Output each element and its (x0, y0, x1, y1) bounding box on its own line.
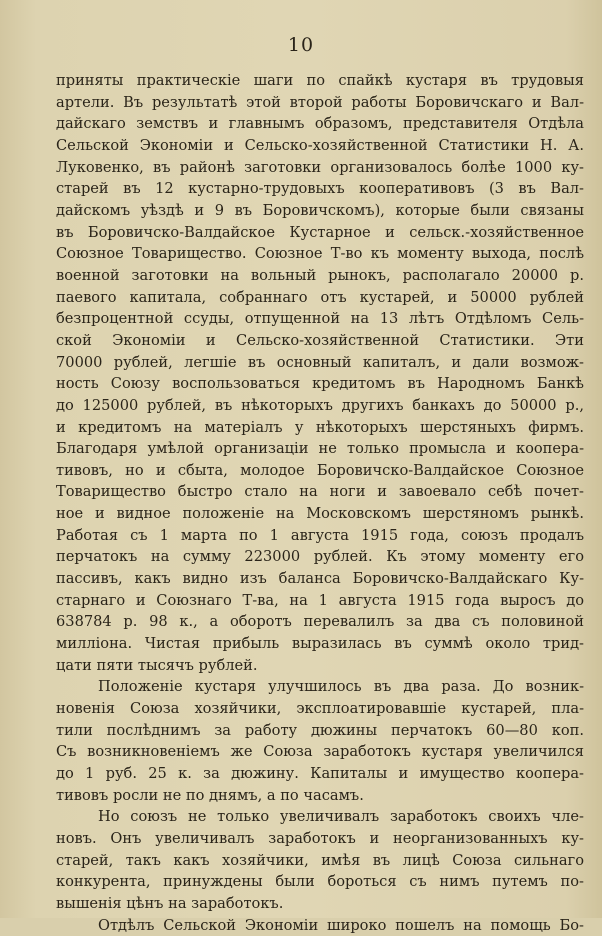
text-line: Союзное Товарищество. Союзное Т-во къ моменту выхода, послѣ (56, 245, 584, 263)
text-line: тили послѣднимъ за работу дюжины перчатокъ 60—80 коп. (56, 721, 584, 739)
text-line: 638784 р. 98 к., а оборотъ перевалилъ за два съ половиной (56, 613, 584, 631)
text-line: Благодаря умѣлой организаціи не только промысла и коопера- (56, 440, 584, 458)
text-line: Съ возникновеніемъ же Союза заработокъ кустаря увеличился (56, 743, 584, 761)
text-line: Но союзъ не только увеличивалъ заработокъ своихъ чле- (98, 808, 584, 826)
text-line: Луковенко, въ районѣ заготовки организовалось болѣе 1000 ку- (56, 158, 584, 176)
text-line: безпроцентной ссуды, отпущенной на 13 лѣтъ Отдѣломъ Сель- (56, 310, 584, 328)
text-line: ность Союзу воспользоваться кредитомъ въ Народномъ Банкѣ (56, 375, 584, 393)
page-number: 10 (287, 34, 315, 56)
text-line: тивовъ росли не по днямъ, а по часамъ. (56, 786, 364, 804)
text-line: пассивъ, какъ видно изъ баланса Боровичско-Валдайскаго Ку- (56, 570, 584, 588)
text-line: старей, такъ какъ хозяйчики, имѣя въ лицѣ Союза сильнаго (56, 851, 584, 869)
text-line: конкурента, принуждены были бороться съ нимъ путемъ по- (56, 873, 584, 891)
text-line: цати пяти тысячъ рублей. (56, 656, 258, 674)
text-line: паевого капитала, собраннаго отъ кустарей, и 50000 рублей (56, 288, 584, 306)
text-line: новъ. Онъ увеличивалъ заработокъ и неорганизованныхъ ку- (56, 829, 584, 847)
text-line: Товарищество быстро стало на ноги и завоевало себѣ почет- (56, 483, 584, 501)
text-line: тивовъ, но и сбыта, молодое Боровичско-Валдайское Союзное (56, 461, 584, 479)
text-line: старей въ 12 кустарно-трудовыхъ кооперативовъ (3 въ Вал- (56, 180, 584, 198)
text-line: Положеніе кустаря улучшилось въ два раза. До возник- (98, 678, 584, 696)
text-line: дайскомъ уѣздѣ и 9 въ Боровичскомъ), которые были связаны (56, 201, 584, 219)
text-line: старнаго и Союзнаго Т-ва, на 1 августа 1915 года выросъ до (56, 591, 584, 609)
text-line: артели. Въ результатѣ этой второй работы Боровичскаго и Вал- (56, 93, 584, 111)
text-line: 70000 рублей, легшіе въ основный капиталъ, и дали возмож- (56, 353, 584, 371)
text-line: приняты практическіе шаги по спайкѣ кустаря въ трудовыя (56, 72, 584, 89)
text-line: въ Боровичско-Валдайское Кустарное и сельск.-хозяйственное (56, 223, 584, 241)
text-line: военной заготовки на вольный рынокъ, располагало 20000 р. (56, 266, 584, 284)
text-line: перчатокъ на сумму 223000 рублей. Къ этому моменту его (56, 548, 584, 566)
text-line: и кредитомъ на матеріалъ у нѣкоторыхъ шерстяныхъ фирмъ. (56, 418, 584, 436)
text-line: ное и видное положеніе на Московскомъ шерстяномъ рынкѣ. (56, 505, 584, 523)
text-line: Отдѣлъ Сельской Экономіи широко пошелъ на помощь Бо- (98, 916, 584, 934)
text-line: до 1 руб. 25 к. за дюжину. Капиталы и имущество коопера- (56, 765, 584, 782)
text-line: дайскаго земствъ и главнымъ образомъ, представителя Отдѣла (56, 115, 584, 133)
body-text (56, 70, 584, 936)
text-line: ской Экономіи и Сельско-хозяйственной Статистики. Эти (56, 331, 584, 349)
text-line: до 125000 рублей, въ нѣкоторыхъ другихъ банкахъ до 50000 р., (56, 396, 584, 414)
text-line: милліона. Чистая прибыль выразилась въ суммѣ около трид- (56, 635, 584, 653)
text-line: Сельской Экономіи и Сельско-хозяйственной Статистики Н. А. (56, 136, 584, 154)
text-line: вышенія цѣнъ на заработокъ. (56, 894, 284, 912)
text-line: новенія Союза хозяйчики, эксплоатировавшіе кустарей, пла- (56, 700, 584, 718)
text-line: Работая съ 1 марта по 1 августа 1915 года, союзъ продалъ (56, 526, 584, 544)
